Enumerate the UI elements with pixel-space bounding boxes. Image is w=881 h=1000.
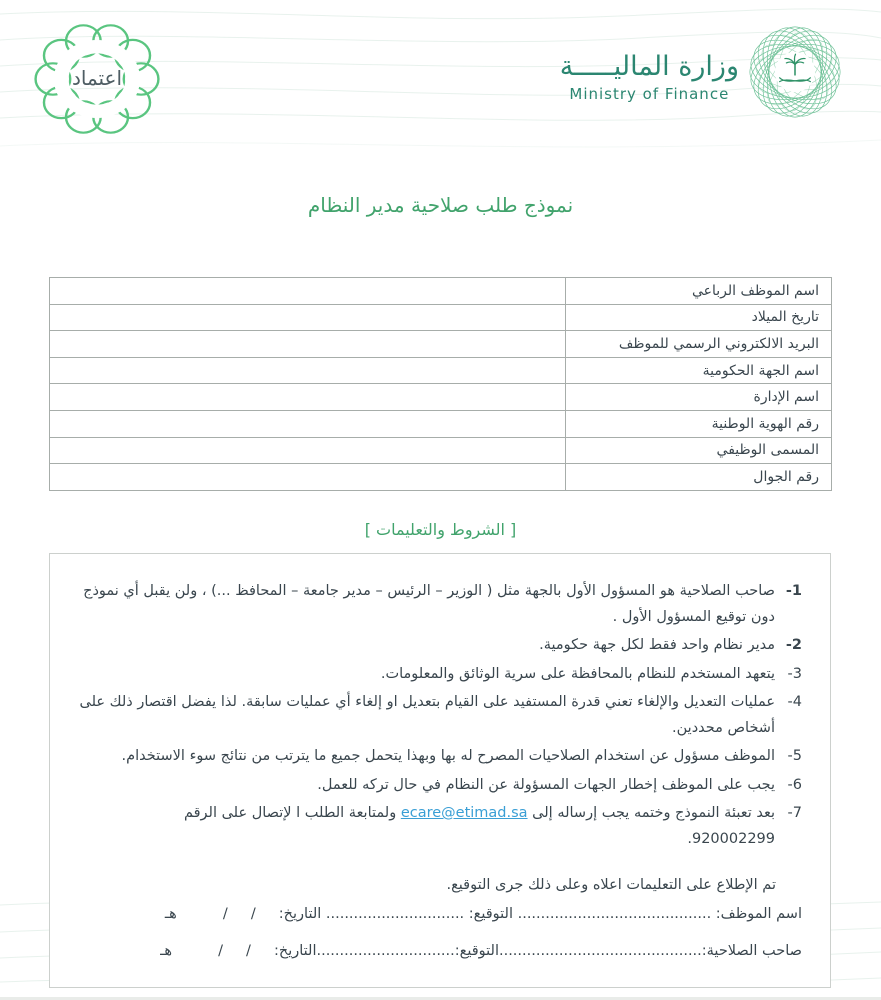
authority-holder-signature-line: صاحب الصلاحية:............................................التوقيع:..............................التاريخ: / / هـ	[160, 943, 802, 959]
item-number: 3-	[787, 665, 802, 682]
instruction-item	[72, 633, 802, 659]
mof-arabic-name: وزارة الماليـــــة	[559, 51, 739, 83]
field-value-cell	[50, 331, 566, 358]
instruction-item	[72, 662, 802, 688]
instruction-item	[72, 801, 802, 852]
item-text: الموظف مسؤول عن استخدام الصلاحيات المصرح له بها وبهذا يتحمل جميع ما يترتب من نتائج سوء الاستخدام.	[121, 748, 775, 764]
field-value-cell	[50, 437, 566, 464]
etimad-logo	[34, 22, 160, 136]
table-row	[50, 384, 832, 411]
table-row	[50, 304, 832, 331]
instructions-box	[49, 553, 831, 988]
item-number: 6-	[787, 776, 802, 793]
table-row	[50, 331, 832, 358]
field-value-cell	[50, 304, 566, 331]
support-phone-number: 920002299.	[687, 830, 775, 847]
item-number: 4-	[787, 694, 802, 710]
field-label: تاريخ الميلاد	[566, 304, 832, 331]
instruction-item	[72, 744, 802, 770]
instruction-item	[72, 773, 802, 799]
item-text: مدير نظام واحد فقط لكل جهة حكومية.	[539, 637, 775, 653]
item-text: صاحب الصلاحية هو المسؤول الأول بالجهة مثل ( الوزير – الرئيس – مدير جامعة – المحافظ ...) ، ولن يقبل أي نموذج دون توقيع المسؤول الأول .	[83, 583, 775, 625]
table-row	[50, 410, 832, 437]
field-value-cell	[50, 410, 566, 437]
item-number: 2-	[785, 637, 802, 653]
instructions-list	[72, 579, 802, 852]
mof-wordmark	[560, 51, 739, 102]
field-label: اسم الإدارة	[566, 384, 832, 411]
field-label: رقم الجوال	[566, 464, 832, 491]
saudi-emblem-icon	[745, 24, 845, 120]
table-row	[50, 464, 832, 491]
field-label: رقم الهوية الوطنية	[566, 410, 832, 437]
field-label: البريد الالكتروني الرسمي للموظف	[566, 331, 832, 358]
item-text: يجب على الموظف إخطار الجهات المسؤولة عن النظام في حال تركه للعمل.	[317, 776, 775, 793]
etimad-wordmark: اعتماد	[71, 66, 123, 90]
instructions-heading: [ الشروط والتعليمات ]	[364, 520, 517, 539]
item-text: بعد تعبئة النموذج وختمه يجب إرساله إلى ecare@etimad.sa ولمتابعة الطلب ا لإتصال على الرقم 920002299.	[72, 801, 775, 852]
acknowledgement-text: تم الإطلاع على التعليمات اعلاه وعلى ذلك جرى التوقيع.	[446, 877, 776, 893]
table-row	[50, 278, 832, 305]
field-value-cell	[50, 384, 566, 411]
field-label: المسمى الوظيفي	[566, 437, 832, 464]
table-row	[50, 357, 832, 384]
ministry-of-finance-logo	[560, 24, 845, 120]
employee-info-table	[49, 277, 832, 491]
field-value-cell	[50, 464, 566, 491]
field-label: اسم الموظف الرباعي	[566, 278, 832, 305]
field-label: اسم الجهة الحكومية	[566, 357, 832, 384]
employee-signature-line: اسم الموظف: .......................................... التوقيع: .............................. التاريخ: / / هـ	[164, 906, 802, 922]
instruction-item	[72, 579, 802, 630]
field-value-cell	[50, 357, 566, 384]
item-text: يتعهد المستخدم للنظام بالمحافظة على سرية الوثائق والمعلومات.	[380, 665, 775, 682]
field-value-cell	[50, 278, 566, 305]
item-number: 7-	[787, 805, 802, 821]
table-row	[50, 437, 832, 464]
item-number: 1-	[785, 583, 802, 599]
form-title: نموذج طلب صلاحية مدير النظام	[307, 193, 574, 217]
item-number: 5-	[787, 748, 802, 764]
item-text: عمليات التعديل والإلغاء تعني قدرة المستفيد على القيام بتعديل او إلغاء أي عمليات سابقة. لذا يفضل اقتصار ذلك على أشخاص محددين.	[79, 694, 775, 736]
ecare-email-link[interactable]: ecare@etimad.sa	[400, 805, 528, 821]
instruction-item	[72, 690, 802, 741]
mof-english-name: Ministry of Finance	[569, 84, 730, 103]
